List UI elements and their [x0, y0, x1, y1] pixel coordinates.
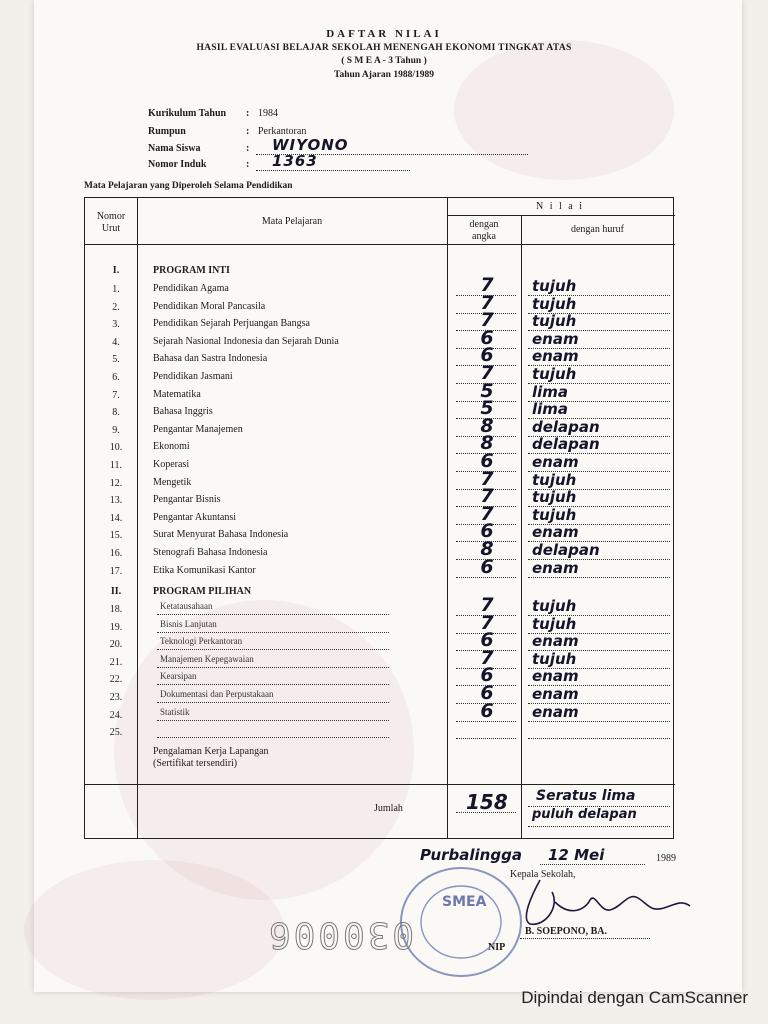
subject-dots — [157, 720, 389, 721]
school-type: ( S M E A - 3 Tahun ) — [341, 56, 427, 66]
row-number: 2. — [112, 301, 120, 313]
total-word-line2: puluh delapan — [532, 807, 637, 822]
footer-city: Purbalingga — [420, 846, 522, 864]
word-dots — [528, 577, 670, 578]
score-number: 7 — [480, 646, 494, 669]
total-word-line1: Seratus lima — [536, 788, 636, 804]
meta-dots — [256, 170, 410, 171]
score-word: tujuh — [532, 277, 577, 295]
score-number: 6 — [480, 555, 494, 578]
header-huruf: dengan huruf — [570, 224, 625, 235]
score-number: 6 — [480, 629, 494, 652]
score-number: 5 — [480, 379, 494, 402]
subject-name: Mengetik — [153, 476, 192, 488]
score-dots — [456, 577, 516, 578]
score-number: 7 — [480, 467, 494, 490]
meta-value: 1363 — [272, 152, 318, 170]
row-number: 21. — [109, 656, 123, 668]
score-number: 6 — [480, 664, 494, 687]
meta-label: Rumpun — [148, 126, 186, 137]
subject-name: Dokumentasi dan Perpustakaan — [160, 689, 274, 699]
section-inti-number: I. — [112, 265, 120, 276]
score-number: 5 — [480, 397, 494, 420]
row-number: 17. — [109, 565, 123, 577]
row-number: 14. — [109, 512, 123, 524]
document-title: DAFTAR NILAI — [326, 28, 442, 40]
subject-name: Pendidikan Moral Pancasila — [153, 300, 266, 312]
meta-label: Nama Siswa — [148, 143, 201, 154]
score-word: tujuh — [532, 614, 577, 633]
score-number: 8 — [480, 538, 494, 560]
row-number: 5. — [112, 354, 120, 366]
subject-name: Pendidikan Agama — [153, 283, 229, 294]
score-word: tujuh — [532, 365, 577, 383]
subject-name: Pengantar Manajemen — [153, 423, 243, 435]
principal-signature — [500, 872, 700, 932]
internship-line2: (Sertifikat tersendiri) — [153, 758, 238, 769]
serial-number: 030006 — [266, 914, 415, 955]
word-dots — [528, 738, 670, 739]
meta-label: Nomor Induk — [148, 159, 207, 170]
subject-dots — [157, 737, 389, 738]
row-number: 7. — [112, 389, 120, 401]
meta-value: Perkantoran — [258, 126, 307, 137]
row-number: 23. — [109, 692, 123, 703]
score-word: tujuh — [532, 505, 577, 524]
meta-colon: : — [246, 126, 250, 137]
row-number: 6. — [112, 372, 120, 383]
row-number: 10. — [109, 442, 123, 454]
subject-name: Manajemen Kepegawaian — [160, 653, 254, 664]
section-pilihan-number: II. — [110, 586, 122, 597]
footer-date: 12 Mei — [548, 846, 605, 864]
header-angka: angka — [472, 231, 496, 242]
meta-colon: : — [246, 143, 250, 154]
row-number: 9. — [112, 424, 120, 436]
subject-name: Etika Komunikasi Kantor — [153, 564, 256, 576]
score-number: 8 — [480, 432, 494, 455]
subject-name: Ketatausahaan — [160, 601, 213, 611]
score-dots — [456, 738, 516, 739]
score-number: 7 — [480, 594, 494, 616]
score-word: delapan — [532, 541, 600, 559]
header-dengan: dengan — [469, 219, 499, 230]
subject-name: Ekonomi — [153, 441, 190, 453]
row-number: 12. — [109, 477, 123, 489]
row-number: 22. — [109, 674, 123, 686]
row-number: 8. — [112, 407, 120, 419]
subject-name: Matematika — [153, 388, 201, 400]
subject-name: Teknologi Perkantoran — [160, 636, 243, 647]
subject-dots — [157, 702, 389, 703]
section-inti-title: PROGRAM INTI — [153, 265, 230, 276]
score-number: 7 — [480, 502, 494, 525]
nip-label: NIP — [488, 942, 506, 953]
score-number: 6 — [480, 344, 494, 367]
row-number: 24. — [109, 709, 123, 721]
row-number: 19. — [109, 621, 123, 633]
score-word: tujuh — [532, 470, 577, 489]
subject-name: Stenografi Bahasa Indonesia — [153, 547, 268, 558]
subject-name: Sejarah Nasional Indonesia dan Sejarah Dunia — [153, 335, 339, 347]
total-score: 158 — [466, 790, 508, 814]
header-nomor: Nomor — [96, 211, 126, 222]
section-caption: Mata Pelajaran yang Diperoleh Selama Pendidikan — [84, 181, 293, 191]
score-dots — [456, 721, 516, 722]
score-number: 7 — [480, 611, 494, 634]
score-word: enam — [532, 453, 579, 471]
subject-name: Pengantar Bisnis — [153, 494, 221, 506]
score-number: 6 — [480, 682, 494, 704]
row-number: 25. — [109, 727, 123, 739]
score-word: tujuh — [532, 488, 577, 507]
score-word: tujuh — [532, 597, 577, 615]
score-word: delapan — [532, 417, 600, 436]
meta-value: WIYONO — [272, 136, 349, 154]
internship-line1: Pengalaman Kerja Lapangan — [153, 746, 269, 757]
header-nilai: N i l a i — [536, 201, 584, 212]
row-number: 20. — [109, 639, 123, 651]
meta-value: 1984 — [258, 108, 278, 119]
school-stamp — [396, 862, 526, 982]
score-number: 6 — [480, 699, 494, 722]
score-word: tujuh — [532, 649, 577, 668]
score-word: lima — [532, 400, 569, 419]
score-word: tujuh — [532, 294, 577, 313]
score-word: enam — [532, 329, 579, 348]
score-number: 7 — [480, 309, 494, 332]
subject-name: Bahasa dan Sastra Indonesia — [153, 353, 268, 365]
score-word: lima — [532, 382, 569, 401]
score-word: tujuh — [532, 312, 577, 331]
score-number: 7 — [480, 274, 494, 296]
principal-name: B. SOEPONO, BA. — [525, 926, 607, 937]
row-number: 11. — [109, 460, 123, 471]
row-number: 4. — [112, 336, 120, 348]
score-number: 8 — [480, 414, 494, 437]
subject-name: Pendidikan Sejarah Perjuangan Bangsa — [153, 318, 310, 330]
meta-colon: : — [246, 108, 250, 119]
score-number: 7 — [480, 485, 494, 508]
document-subtitle: HASIL EVALUASI BELAJAR SEKOLAH MENENGAH EKONOMI TINGKAT ATAS — [196, 43, 572, 53]
total-label: Jumlah — [374, 803, 403, 814]
word-dots — [528, 721, 670, 722]
row-number: 13. — [109, 495, 123, 507]
subject-name: Bahasa Inggris — [153, 406, 213, 418]
subject-name: Pengantar Akuntansi — [153, 511, 237, 523]
row-number: 1. — [112, 284, 120, 295]
score-word: enam — [532, 523, 579, 542]
subject-name: Koperasi — [153, 459, 190, 470]
subject-name: Bisnis Lanjutan — [160, 618, 217, 629]
score-word: enam — [532, 558, 579, 577]
score-word: enam — [532, 685, 579, 703]
footer-year: 1989 — [656, 853, 676, 864]
score-number: 7 — [480, 291, 494, 314]
subject-name: Surat Menyurat Bahasa Indonesia — [153, 529, 289, 541]
header-mata-pelajaran: Mata Pelajaran — [261, 216, 323, 227]
subject-dots — [157, 649, 389, 650]
score-number: 6 — [480, 326, 494, 349]
row-number: 15. — [109, 530, 123, 542]
row-number: 18. — [109, 604, 123, 615]
score-number: 6 — [480, 520, 494, 543]
row-number: 16. — [109, 548, 123, 559]
section-pilihan-title: PROGRAM PILIHAN — [153, 586, 252, 597]
score-word: enam — [532, 347, 579, 366]
meta-label: Kurikulum Tahun — [148, 108, 227, 119]
score-word: enam — [532, 702, 579, 721]
scanner-watermark: Dipindai dengan CamScanner — [521, 988, 748, 1007]
footer-title: Kepala Sekolah, — [510, 869, 576, 880]
score-word: delapan — [532, 435, 600, 454]
score-word: enam — [532, 667, 579, 686]
subject-dots — [157, 614, 389, 615]
subject-dots — [157, 684, 389, 685]
svg-text:SMEA: SMEA — [442, 894, 487, 910]
academic-year: Tahun Ajaran 1988/1989 — [334, 70, 434, 80]
score-word: enam — [532, 632, 579, 651]
meta-colon: : — [246, 159, 250, 170]
score-number: 7 — [480, 362, 494, 384]
score-number: 6 — [480, 450, 494, 472]
header-urut: Urut — [101, 223, 121, 234]
subject-name: Statistik — [160, 706, 190, 717]
subject-name: Kearsipan — [160, 671, 197, 682]
row-number: 3. — [112, 319, 120, 331]
subject-dots — [157, 667, 389, 668]
subject-name: Pendidikan Jasmani — [153, 371, 233, 382]
subject-dots — [157, 632, 389, 633]
